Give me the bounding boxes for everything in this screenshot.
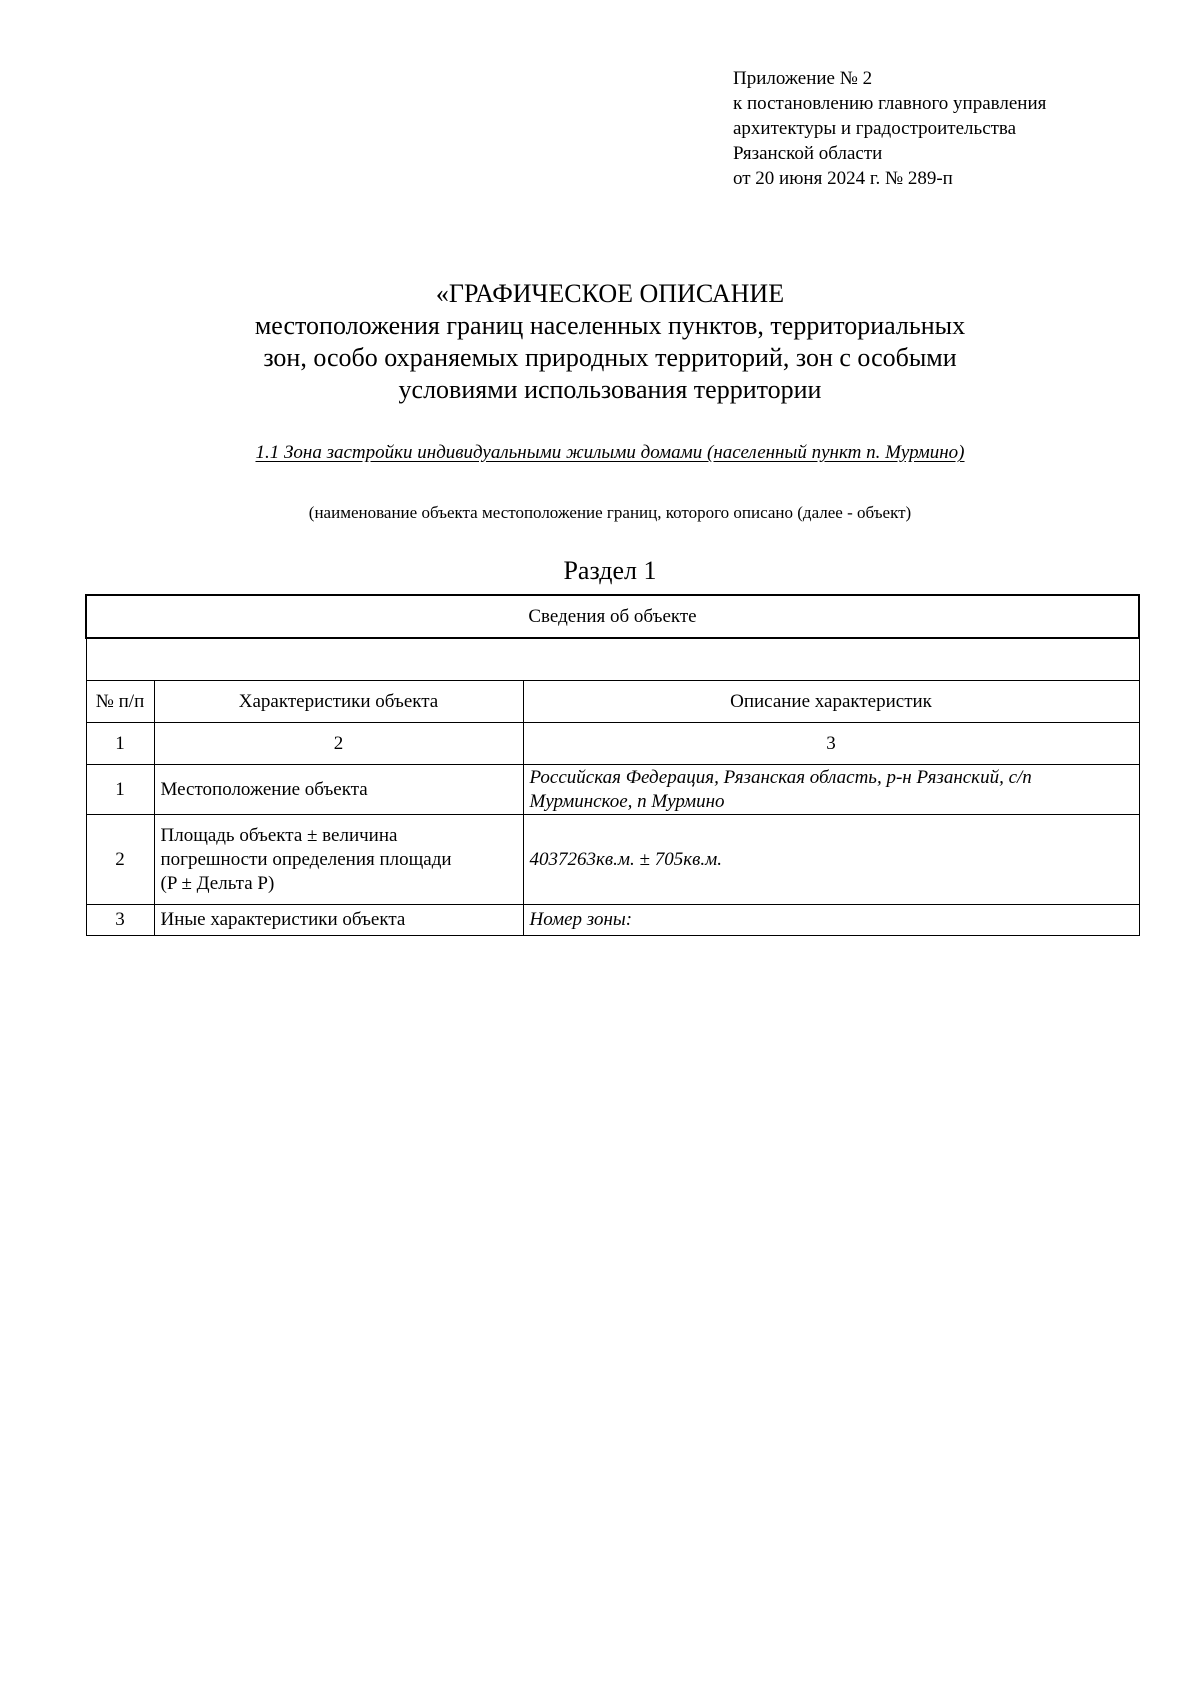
appendix-line: от 20 июня 2024 г. № 289-п xyxy=(733,168,953,189)
table-row xyxy=(86,815,1139,905)
table-column-numbers-row xyxy=(86,723,1139,765)
row-characteristic-line: Площадь объекта ± величина xyxy=(160,824,398,846)
document-title xyxy=(0,278,1200,406)
row-characteristic xyxy=(154,815,523,905)
table-header-row xyxy=(86,681,1139,723)
object-name xyxy=(0,442,1200,464)
row-characteristic-line: погрешности определения площади xyxy=(160,848,452,870)
column-number: 2 xyxy=(154,723,523,765)
title-line: «ГРАФИЧЕСКОЕ ОПИСАНИЕ xyxy=(435,279,785,308)
column-number: 1 xyxy=(86,723,154,765)
row-description-line: Мурминское, п Мурмино xyxy=(529,790,725,812)
title-line: условиями использования территории xyxy=(398,375,822,404)
row-number: 1 xyxy=(86,765,154,815)
table-row xyxy=(86,765,1139,815)
row-number: 3 xyxy=(86,905,154,936)
appendix-header xyxy=(733,66,1046,191)
row-description: Номер зоны: xyxy=(523,905,1139,936)
row-description: 4037263кв.м. ± 705кв.м. xyxy=(523,815,1139,905)
appendix-line: к постановлению главного управления xyxy=(733,93,1047,114)
header-characteristic: Характеристики объекта xyxy=(154,681,523,723)
table-caption: Сведения об объекте xyxy=(86,595,1139,638)
table-blank-row xyxy=(86,638,1139,681)
row-number: 2 xyxy=(86,815,154,905)
row-characteristic-line: (P ± Дельта P) xyxy=(160,872,275,894)
appendix-line: Приложение № 2 xyxy=(733,68,873,89)
object-caption: (наименование объекта местоположение границ, которого описано (далее - объект) xyxy=(308,503,912,522)
header-description: Описание характеристик xyxy=(523,681,1139,723)
table-caption-row xyxy=(86,595,1139,638)
title-line: местоположения границ населенных пунктов, территориальных xyxy=(254,311,966,340)
appendix-line: архитектуры и градостроительства xyxy=(733,118,1017,139)
section-title: Раздел 1 xyxy=(563,556,657,585)
object-name-text: 1.1 Зона застройки индивидуальными жилыми домами (населенный пункт п. Мурмино) xyxy=(255,442,965,463)
row-characteristic: Иные характеристики объекта xyxy=(154,905,523,936)
column-number: 3 xyxy=(523,723,1139,765)
table-blank-cell xyxy=(86,638,1139,681)
header-num: № п/п xyxy=(86,681,154,723)
object-info-table xyxy=(85,594,1140,936)
title-line: зон, особо охраняемых природных территорий, зон с особыми xyxy=(263,343,957,372)
appendix-line: Рязанской области xyxy=(733,143,883,164)
row-description-line: Российская Федерация, Рязанская область, р-н Рязанский, с/п xyxy=(529,766,1032,788)
table-row xyxy=(86,905,1139,936)
row-description xyxy=(523,765,1139,815)
row-characteristic: Местоположение объекта xyxy=(154,765,523,815)
